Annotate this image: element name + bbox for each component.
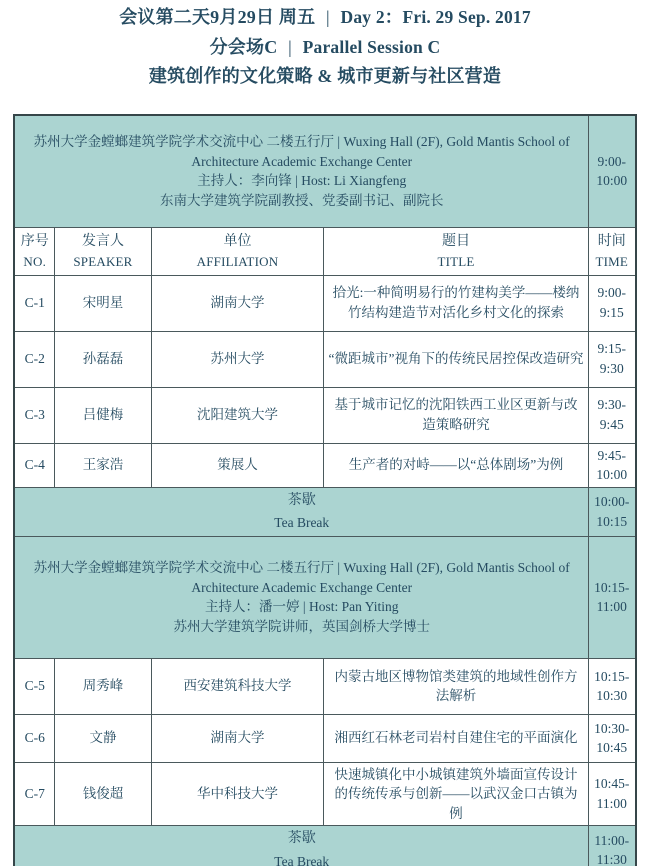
cell-no: C-7 [14,762,54,826]
schedule-table [13,114,636,866]
tea-break-zh: 茶歇 [287,831,316,847]
col-affiliation-en: AFFILIATION [196,253,279,269]
cell-no: C-2 [14,331,54,387]
cell-no: C-4 [14,443,54,487]
title-separator: | [326,7,330,27]
paper-row [14,331,635,387]
col-time-zh: 时间 [597,233,626,249]
cell-time: 10:15-10:30 [589,658,636,714]
cell-no: C-3 [14,387,54,443]
col-header-affiliation [151,227,323,275]
session1-host: 主持人：李向锋 | Host: Li Xiangfeng [197,173,407,189]
col-header-speaker [54,227,151,275]
cell-affiliation: 西安建筑科技大学 [151,658,323,714]
col-speaker-en: SPEAKER [73,253,133,269]
session2-host-bio: 苏州大学建筑学院讲师，英国剑桥大学博士 [173,618,430,634]
cell-speaker: 钱俊超 [54,762,151,826]
cell-time: 9:15-9:30 [589,331,636,387]
session1-time: 9:00-10:00 [589,115,636,227]
day-title [0,8,650,27]
cell-title: 内蒙古地区博物馆类建筑的地域性创作方法解析 [323,658,588,714]
day-title-zh: 会议第二天9月29日 周五 [119,7,316,27]
cell-speaker: 孙磊磊 [54,331,151,387]
session1-header-row [14,115,635,227]
paper-row [14,387,635,443]
cell-speaker: 宋明星 [54,275,151,331]
col-header-time [589,227,636,275]
col-header-title [323,227,588,275]
title-separator: | [288,36,292,57]
cell-title: 生产者的对峙——以“总体剧场”为例 [323,443,588,487]
cell-affiliation: 苏州大学 [151,331,323,387]
page-header [0,8,650,85]
tea-break-en: Tea Break [274,853,330,866]
tea-break-cell [14,826,588,866]
cell-affiliation: 湖南大学 [151,714,323,762]
col-time-en: TIME [595,253,629,269]
col-title-zh: 题目 [441,233,470,249]
cell-time: 9:45-10:00 [589,443,636,487]
col-speaker-zh: 发言人 [81,233,124,249]
cell-no: C-5 [14,658,54,714]
cell-time: 9:00-9:15 [589,275,636,331]
cell-time: 9:30-9:45 [589,387,636,443]
cell-no: C-1 [14,275,54,331]
cell-speaker: 吕健梅 [54,387,151,443]
tea-break-row [14,826,635,866]
session2-info-cell [14,536,588,658]
col-title-en: TITLE [437,253,475,269]
day-title-en: Day 2：Fri. 29 Sep. 2017 [340,7,531,27]
cell-affiliation: 策展人 [151,443,323,487]
tea-break-time: 11:00-11:30 [589,826,636,866]
tea-break-en: Tea Break [274,515,330,531]
session1-info-cell [14,115,588,227]
column-header-row [14,227,635,275]
paper-row [14,762,635,826]
paper-row [14,275,635,331]
cell-speaker: 文静 [54,714,151,762]
session1-venue: 苏州大学金螳螂建筑学院学术交流中心 二楼五行厅 | Wuxing Hall (2F), Gold Mantis School of Architecture Academic Exchange Center [33,134,570,169]
col-affiliation-zh: 单位 [223,233,252,249]
cell-title: “微距城市”视角下的传统民居控保改造研究 [323,331,588,387]
tea-break-zh: 茶歇 [287,492,316,508]
cell-affiliation: 沈阳建筑大学 [151,387,323,443]
session2-time: 10:15-11:00 [589,536,636,658]
session1-host-bio: 东南大学建筑学院副教授、党委副书记、副院长 [159,192,444,208]
session-theme: 建筑创作的文化策略 & 城市更新与社区营造 [148,66,502,86]
cell-title: 湘西红石林老司岩村自建住宅的平面演化 [323,714,588,762]
session2-header-row [14,536,635,658]
cell-speaker: 周秀峰 [54,658,151,714]
tea-break-cell [14,487,588,536]
session-title-en: Parallel Session C [302,36,441,57]
cell-affiliation: 湖南大学 [151,275,323,331]
tea-break-row [14,487,635,536]
session2-host: 主持人：潘一婷 | Host: Pan Yiting [205,599,399,615]
cell-time: 10:30-10:45 [589,714,636,762]
paper-row [14,443,635,487]
cell-title: 快速城镇化中小城镇建筑外墙面宣传设计的传统传承与创新——以武汉金口古镇为例 [323,762,588,826]
cell-affiliation: 华中科技大学 [151,762,323,826]
col-header-no [14,227,54,275]
tea-break-time: 10:00-10:15 [589,487,636,536]
cell-speaker: 王家浩 [54,443,151,487]
session2-venue: 苏州大学金螳螂建筑学院学术交流中心 二楼五行厅 | Wuxing Hall (2F), Gold Mantis School of Architecture Academic Exchange Center [33,559,570,595]
col-no-en: NO. [23,253,47,269]
cell-no: C-6 [14,714,54,762]
paper-row [14,714,635,762]
paper-row [14,658,635,714]
session-title [0,38,650,57]
session-title-zh: 分会场C [209,36,278,57]
cell-title: 基于城市记忆的沈阳铁西工业区更新与改造策略研究 [323,387,588,443]
col-no-zh: 序号 [20,233,49,249]
cell-time: 10:45-11:00 [589,762,636,826]
cell-title: 拾光:一种简明易行的竹建构美学——楼纳竹结构建造节对活化乡村文化的探索 [323,275,588,331]
